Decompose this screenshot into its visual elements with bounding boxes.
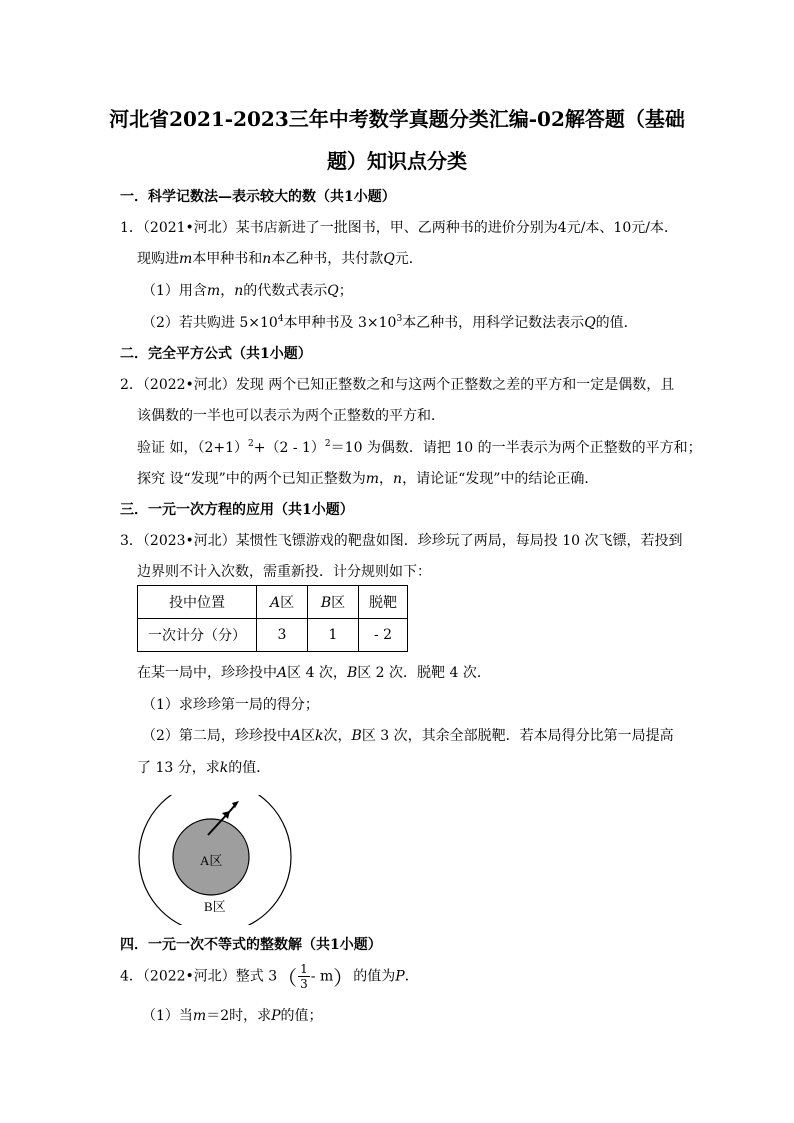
section-heading-2: 二．完全平方公式（共1小题） <box>120 346 312 362</box>
q3-line-2: 边界则不计入次数，需重新投．计分规则如下： <box>137 564 431 580</box>
q1-stem: 1．（2021•河北）某书店新进了一批图书，甲、乙两种书的进价分别为4元/本、10元/本． <box>120 220 678 236</box>
q1-part-2: （2）若共购进 $5\times 10^4$本甲种书及 $3\times 10^3$本乙种书，用科学记数法表示Q的值． <box>142 314 638 331</box>
section-heading-3: 三．一元一次方程的应用（共1小题） <box>120 502 354 518</box>
q2-verify: 验证 如，$(2+1)^2+(2 - 1)^2=10$ 为偶数．请把 10 的一半表示为两个正整数的平方和； <box>137 439 702 456</box>
label-b-zone: B区 <box>204 899 226 914</box>
q2-explore: 探究 设“发现”中的两个已知正整数为m，n，请论证“发现”中的结论正确． <box>137 471 599 487</box>
label-a-zone: A区 <box>200 853 223 868</box>
q4-stem: 4．（2022•河北）整式 3（ $\frac{1}{3}$ - m）的值为P． <box>120 962 419 991</box>
table-cell: 一次计分（分） <box>138 619 257 652</box>
q1-stem-line-2: 现购进m本甲种书和n本乙种书，共付款Q元． <box>137 251 423 267</box>
table-cell: 1 <box>308 619 359 652</box>
fraction-one-third: $\frac{1}{3}$ <box>300 962 308 991</box>
scoring-table <box>137 585 408 652</box>
title-line-1: 河北省2021-2023三年中考数学真题分类汇编-02解答题（基础 <box>109 107 685 131</box>
table-cell: 投中位置 <box>138 586 257 619</box>
table-row <box>138 619 408 652</box>
table-cell: - 2 <box>359 619 408 652</box>
table-cell: 3 <box>257 619 308 652</box>
table-cell: 脱靶 <box>359 586 408 619</box>
q3-part-2: （2）第二局，珍珍投中A区k次，B区 3 次，其余全部脱靶．若本局得分比第一局提高 <box>142 728 674 744</box>
q3-first-round: 在某一局中，珍珍投中A区 4 次，B区 2 次．脱靶 4 次． <box>137 665 491 681</box>
q3-line-1: 3．（2023•河北）某惯性飞镖游戏的靶盘如图．珍珍玩了两局，每局投 10 次飞镖，若投到 <box>120 533 683 549</box>
table-row <box>138 586 408 619</box>
q2-line-1: 2．（2022•河北）发现 两个已知正整数之和与这两个正整数之差的平方和一定是偶数，且 <box>120 377 675 393</box>
table-cell: A区 <box>257 586 308 619</box>
q3-part-2-cont: 了 13 分，求k的值． <box>137 760 271 776</box>
section-heading-1: 一．科学记数法—表示较大的数（共1小题） <box>120 189 396 205</box>
q2-line-2: 该偶数的一半也可以表示为两个正整数的平方和． <box>137 408 445 424</box>
table-cell: B区 <box>308 586 359 619</box>
q4-part-1: （1）当m＝2时，求P的值； <box>142 1008 323 1024</box>
q3-part-1: （1）求珍珍第一局的得分； <box>142 697 319 713</box>
document-title <box>100 98 694 182</box>
title-line-2: 题）知识点分类 <box>327 149 467 173</box>
section-heading-4: 四．一元一次不等式的整数解（共1小题） <box>120 937 382 953</box>
q1-part-1: （1）用含m，n的代数式表示Q； <box>142 283 353 299</box>
dartboard-figure <box>138 795 296 925</box>
